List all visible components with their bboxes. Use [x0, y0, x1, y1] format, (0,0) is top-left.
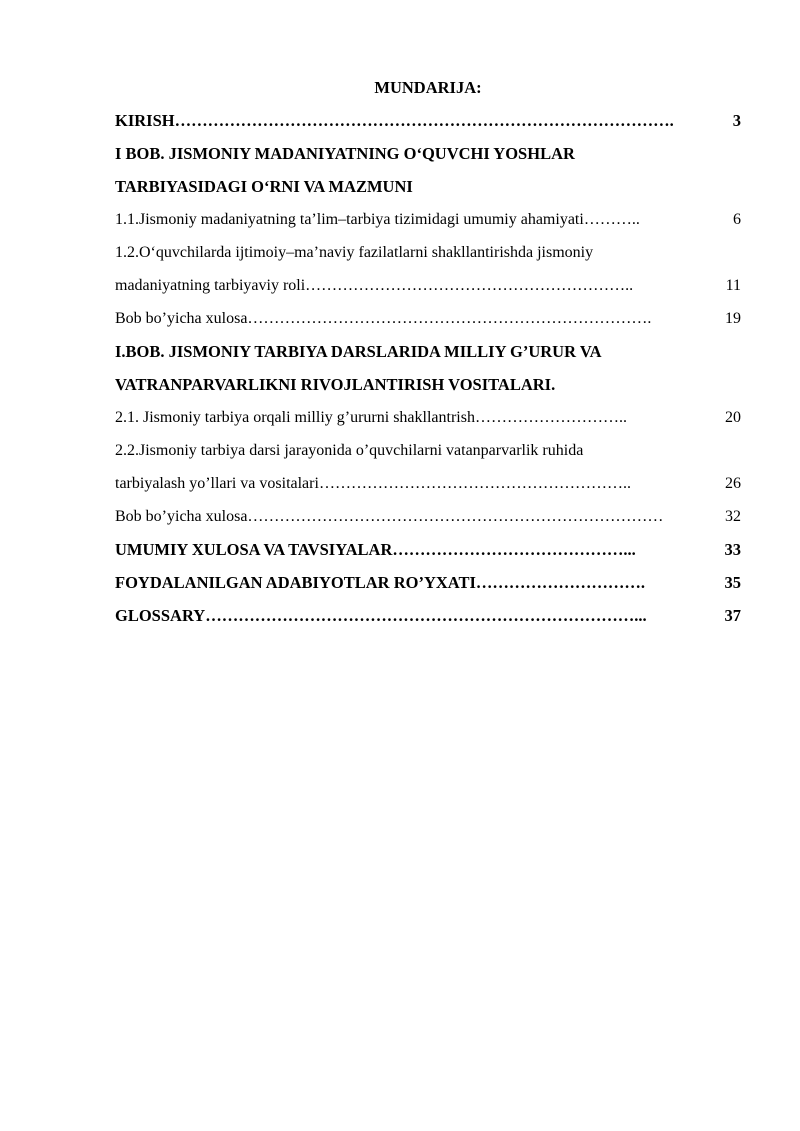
- toc-entry-page: 3: [732, 111, 741, 130]
- toc-entry-text: KIRISH: [115, 111, 175, 130]
- toc-entry-page: 35: [724, 573, 741, 592]
- toc-entry-page: 32: [725, 508, 741, 525]
- toc-entry-text: Bob bo’yicha xulosa: [115, 310, 248, 327]
- toc-entry: [115, 533, 741, 566]
- toc-heading-line: I.BOB. JISMONIY TARBIYA DARSLARIDA MILLIY G’URUR VA: [115, 342, 602, 361]
- toc-entry-leader: ……………………………………………………………………………….: [174, 111, 674, 130]
- toc-entry-text: 1.1.Jismoniy madaniyatning ta’lim–tarbiya tizimidagi umumiy ahamiyati: [115, 211, 584, 228]
- toc-entry-text: FOYDALANILGAN ADABIYOTLAR RO’YXATI: [115, 573, 476, 592]
- toc-entry-text: tarbiyalash yo’llari va vositalari: [115, 475, 319, 492]
- toc-entry-leader: ……………………………………...: [392, 540, 636, 559]
- document-page: [115, 74, 741, 632]
- toc-entry: [115, 566, 741, 599]
- toc-entry-text: UMUMIY XULOSA VA TAVSIYALAR: [115, 540, 393, 559]
- toc-heading-line: I BOB. JISMONIY MADANIYATNING O‘QUVCHI YOSHLAR: [115, 144, 575, 163]
- toc-text-line: 1.2.O‘quvchilarda ijtimoiy–ma’naviy fazilatlarni shakllantirishda jismoniy: [115, 244, 594, 261]
- toc-entry: [115, 104, 741, 137]
- toc-text-line: 2.2.Jismoniy tarbiya darsi jarayonida o’quvchilarni vatanparvarlik ruhida: [115, 442, 584, 459]
- toc-entry-leader: ………………………….: [475, 573, 646, 592]
- toc-entry-leader: ………………………..: [474, 409, 627, 426]
- toc-entry: [115, 467, 741, 500]
- toc-entry: [115, 269, 741, 302]
- toc-title: MUNDARIJA:: [374, 78, 482, 97]
- toc-entry-leader: ……………………………………………………..: [305, 277, 634, 294]
- toc-entry: [115, 302, 741, 335]
- toc-entry-page: 26: [725, 475, 741, 492]
- toc-heading-line: VATRANPARVARLIKNI RIVOJLANTIRISH VOSITALARI.: [115, 375, 556, 394]
- toc-entry-text: 2.1. Jismoniy tarbiya orqali milliy g’ururni shakllantrish: [115, 409, 475, 426]
- toc-entry: [115, 401, 741, 434]
- toc-list: [115, 104, 741, 632]
- toc-entry: [115, 500, 741, 533]
- toc-entry-page: 19: [725, 310, 741, 327]
- toc-entry: [115, 203, 741, 236]
- toc-entry-leader: ………………………………………………………………….: [247, 310, 652, 327]
- toc-entry-leader: …………………………………………………..: [318, 475, 631, 492]
- toc-entry-leader: ……………………………………………………………………...: [205, 606, 647, 625]
- toc-entry: [115, 599, 741, 632]
- toc-entry-leader: ………..: [583, 211, 640, 228]
- toc-entry-text: madaniyatning tarbiyaviy roli: [115, 277, 306, 294]
- toc-entry-leader: ……………………………………………………………………: [247, 508, 664, 525]
- toc-heading-line: TARBIYASIDAGI O‘RNI VA MAZMUNI: [115, 177, 413, 196]
- toc-entry-page: 6: [733, 211, 741, 228]
- toc-entry-page: 33: [724, 540, 741, 559]
- toc-entry-page: 37: [724, 606, 741, 625]
- toc-entry-page: 20: [725, 409, 741, 426]
- toc-entry-text: Bob bo’yicha xulosa: [115, 508, 248, 525]
- toc-entry-text: GLOSSARY: [115, 606, 206, 625]
- toc-entry-page: 11: [725, 277, 741, 294]
